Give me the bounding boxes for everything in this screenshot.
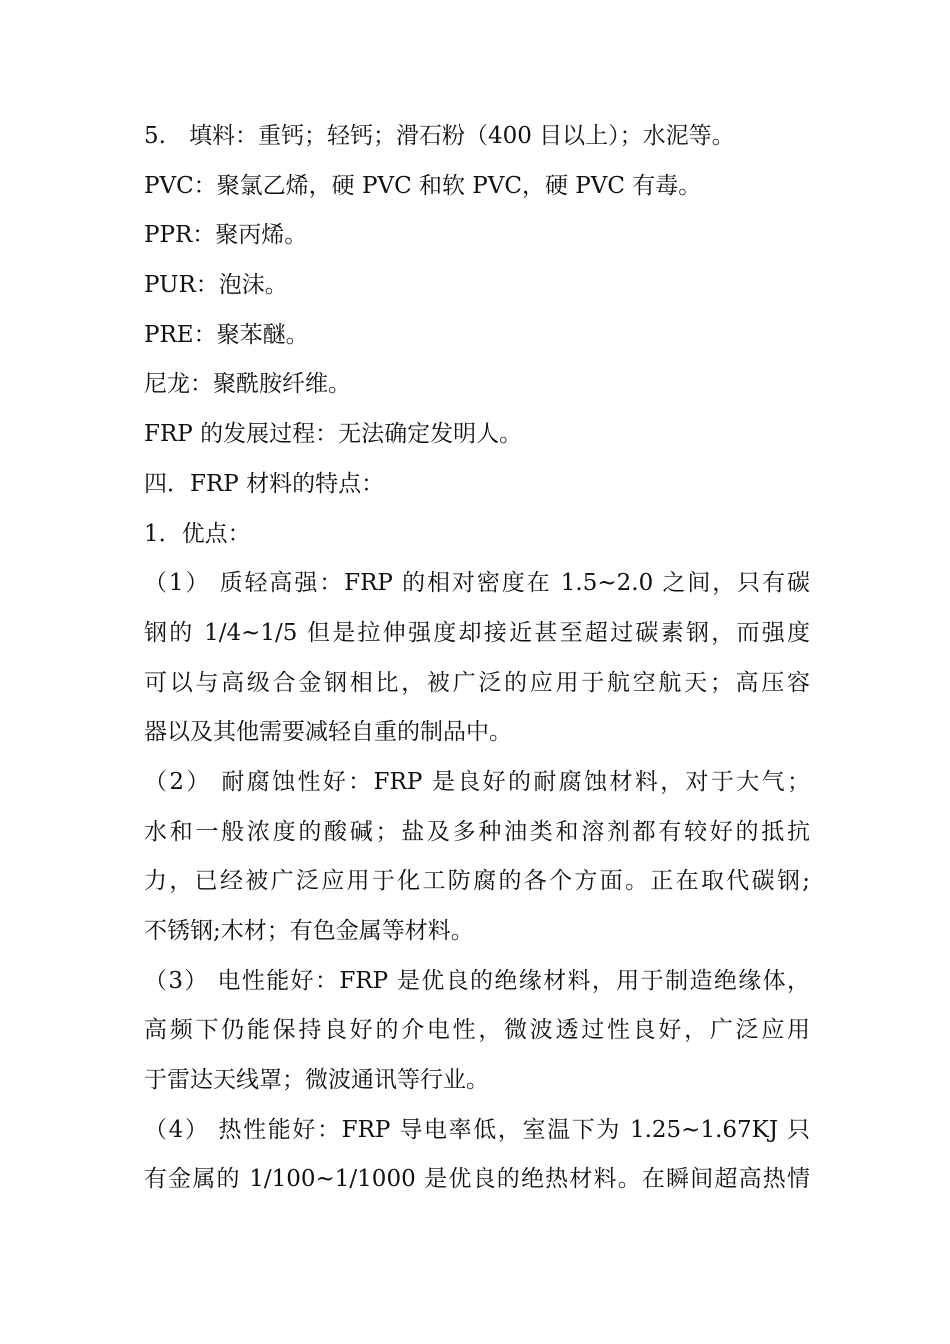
paragraph-corrosion-resistance bbox=[144, 758, 810, 957]
paragraph-thermal-performance bbox=[144, 1106, 810, 1205]
paragraph-line: 于雷达天线罩；微波通讯等行业。 bbox=[144, 1067, 489, 1094]
paragraph-line: 水和一般浓度的酸碱；盐及多种油类和溶剂都有较好的抵抗 bbox=[144, 818, 810, 845]
text-line: PPR：聚丙烯。 bbox=[144, 222, 308, 249]
document-body bbox=[144, 112, 810, 1205]
subsection-heading: 1．优点： bbox=[144, 520, 251, 547]
text-line: FRP 的发展过程：无法确定发明人。 bbox=[144, 421, 523, 448]
paragraph-electrical-performance bbox=[144, 957, 810, 1106]
paragraph-line: 高频下仍能保持良好的介电性，微波透过性良好，广泛应用 bbox=[144, 1017, 810, 1044]
paragraph-line: 不锈钢;木材；有色金属等材料。 bbox=[144, 918, 474, 944]
text-line: PUR：泡沫。 bbox=[144, 272, 288, 299]
paragraph-line: （3） 电性能好：FRP 是优良的绝缘材料，用于制造绝缘体， bbox=[144, 967, 810, 994]
text-line: 尼龙：聚酰胺纤维。 bbox=[144, 371, 351, 398]
paragraph-line: （4） 热性能好：FRP 导电率低，室温下为 1.25~1.67KJ 只 bbox=[144, 1116, 810, 1143]
paragraph-line: 有金属的 1/100~1/1000 是优良的绝热材料。在瞬间超高热情 bbox=[144, 1166, 810, 1193]
text-line: 5. 填料：重钙；轻钙；滑石粉（400 目以上）；水泥等。 bbox=[144, 123, 735, 149]
paragraph-line: 器以及其他需要减轻自重的制品中。 bbox=[144, 719, 512, 746]
paragraph-line: 钢的 1/4~1/5 但是拉伸强度却接近甚至超过碳素钢，而强度 bbox=[144, 619, 810, 646]
paragraph-line: （1） 质轻高强：FRP 的相对密度在 1.5~2.0 之间，只有碳 bbox=[144, 570, 810, 597]
text-line: PRE：聚苯醚。 bbox=[144, 321, 309, 348]
section-heading: 四．FRP 材料的特点： bbox=[144, 470, 385, 497]
text-line: PVC：聚氯乙烯，硬 PVC 和软 PVC，硬 PVC 有毒。 bbox=[144, 172, 702, 199]
paragraph-line: （2） 耐腐蚀性好：FRP 是良好的耐腐蚀材料，对于大气； bbox=[144, 768, 810, 795]
paragraph-lightweight-strength bbox=[144, 559, 810, 758]
paragraph-line: 力，已经被广泛应用于化工防腐的各个方面。正在取代碳钢; bbox=[144, 868, 810, 895]
paragraph-line: 可以与高级合金钢相比，被广泛的应用于航空航天；高压容 bbox=[144, 669, 810, 696]
